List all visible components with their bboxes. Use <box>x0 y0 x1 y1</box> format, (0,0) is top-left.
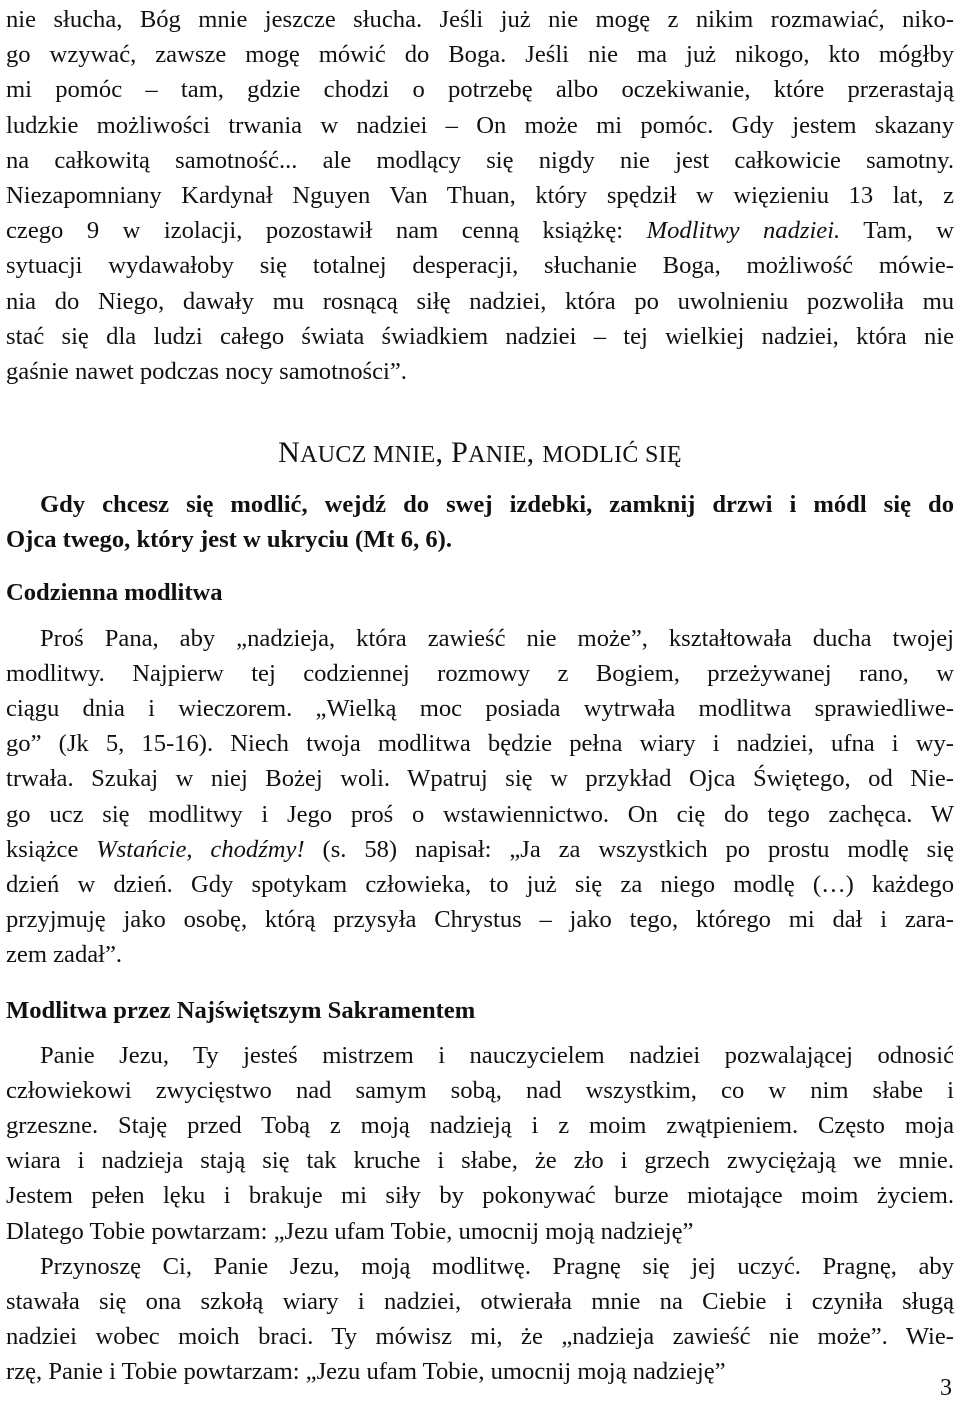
text-line: przyjmuję jako osobę, którą przysyła Chrystus – jako tego, którego mi dał i zara- <box>6 906 954 934</box>
intro-paragraph <box>6 2 954 389</box>
text-line: Przynoszę Ci, Panie Jezu, moją modlitwę. Pragnę się jej uczyć. Pragnę, aby <box>40 1252 954 1280</box>
text-line: mi pomóc – tam, gdzie chodzi o potrzebę albo oczekiwanie, które przerastają <box>6 76 954 104</box>
text-line: wiara i nadzieja stają się tak kruche i słabe, że zło i grzech zwyciężają we mnie. <box>6 1147 954 1175</box>
text-segment: (s. 58) napisał: „Ja za wszystkich po prostu modlę się <box>304 835 954 863</box>
text-line: Gdy chcesz się modlić, wejdź do swej izdebki, zamknij drzwi i módl się do <box>40 491 954 519</box>
text-line: stać się dla ludzi całego świata świadkiem nadziei – tej wielkiej nadziei, która nie <box>6 322 954 350</box>
text-segment: czego 9 w izolacji, pozostawił nam cenną książkę: <box>6 217 647 245</box>
text-line: dzień w dzień. Gdy spotykam człowieka, to już się za niego modlę (…) każdego <box>6 870 954 898</box>
text-segment: Tam, w <box>840 217 954 245</box>
heading-initial: P <box>451 436 469 470</box>
text-segment: książce <box>6 835 97 863</box>
heading-initial: N <box>278 436 301 470</box>
text-line: modlitwy. Najpierw tej codziennej rozmowy z Bogiem, przeżywanej rano, w <box>6 659 954 687</box>
heading-punct: , <box>526 436 543 470</box>
subsection-title: Codzienna modlitwa <box>6 579 223 607</box>
document-page <box>6 2 954 1390</box>
text-line: Dlatego Tobie powtarzam: „Jezu ufam Tobie, umocnij moją nadzieję” <box>6 1217 694 1245</box>
book-title: Modlitwy nadziei. <box>646 217 841 245</box>
text-line: go” (Jk 5, 15-16). Niech twoja modlitwa będzie pełna wiary i nadziei, ufna i wy- <box>6 730 954 758</box>
text-line: ciągu dnia i wieczorem. „Wielką moc posiada wytrwała modlitwa sprawiedliwe- <box>6 695 954 722</box>
text-line: Ojca twego, który jest w ukryciu (Mt 6, 6). <box>6 526 453 554</box>
text-line <box>6 213 954 248</box>
text-line: go wzywać, zawsze mogę mówić do Boga. Jeśli nie ma już nikogo, kto mógłby <box>6 41 954 69</box>
page-number: 3 <box>940 1375 952 1401</box>
text-line: Panie Jezu, Ty jesteś mistrzem i nauczycielem nadziei pozwalającej odnosić <box>40 1041 954 1069</box>
text-line: sytuacji wydawałoby się totalnej desperacji, słuchanie Boga, możliwość mówie- <box>6 252 954 280</box>
text-line: Proś Pana, aby „nadzieja, która zawieść nie może”, kształtowała ducha twojej <box>40 624 954 652</box>
text-line: Niezapomniany Kardynał Nguyen Van Thuan, który spędził w więzieniu 13 lat, z <box>6 181 954 209</box>
text-line: go ucz się modlitwy i Jego proś o wstawiennictwo. On cię do tego zachęca. W <box>6 800 954 828</box>
text-line: na całkowitą samotność... ale modlący się nigdy nie jest całkowicie samotny. <box>6 146 954 174</box>
text-line <box>6 832 954 867</box>
heading-punct: , <box>435 436 452 470</box>
daily-prayer-paragraph <box>6 621 954 973</box>
heading-smallcaps: ANIE <box>468 442 527 469</box>
text-line: Jestem pełen lęku i brakuje mi siły by pokonywać burze miotające moim życiem. <box>6 1182 954 1210</box>
text-line: zem zadał”. <box>6 941 123 969</box>
heading-smallcaps: AUCZ MNIE <box>300 442 436 469</box>
text-line: nia do Niego, dawały mu rosnącą siłę nadziei, która po uwolnieniu pozwoliła mu <box>6 287 954 315</box>
text-line: gaśnie nawet podczas nocy samotności”. <box>6 357 407 385</box>
text-line: człowiekowi zwycięstwo nad samym sobą, nad wszystkim, co w nim słabe i <box>6 1076 954 1104</box>
text-line: nie słucha, Bóg mnie jeszcze słucha. Jeśli już nie mogę z nikim rozmawiać, niko- <box>6 6 954 33</box>
subsection-title: Modlitwa przez Najświętszym Sakramentem <box>6 996 476 1024</box>
text-line: rzę, Panie i Tobie powtarzam: „Jezu ufam Tobie, umocnij moją nadzieję” <box>6 1358 726 1386</box>
book-title: Wstańcie, chodźmy! <box>96 835 305 863</box>
epigraph <box>6 487 954 557</box>
text-line: trwała. Szukaj w niej Bożej woli. Wpatruj się w przykład Ojca Świętego, od Nie- <box>6 765 954 793</box>
sacrament-paragraph-1 <box>6 1038 954 1249</box>
sacrament-paragraph-2 <box>6 1249 954 1390</box>
text-line: stawała się ona szkołą wiary i nadziei, otwierała mnie na Ciebie i czyniła sługą <box>6 1288 954 1315</box>
text-line: nadziei wobec moich braci. Ty mówisz mi, że „nadzieja zawieść nie może”. Wie- <box>6 1323 954 1351</box>
heading-smallcaps: MODLIĆ SIĘ <box>542 442 682 469</box>
text-line: ludzkie możliwości trwania w nadziei – On może mi pomóc. Gdy jestem skazany <box>6 111 954 139</box>
section-heading <box>6 433 954 473</box>
text-line: grzeszne. Staję przed Tobą z moją nadzieją i z moim zwątpieniem. Często moja <box>6 1112 954 1140</box>
